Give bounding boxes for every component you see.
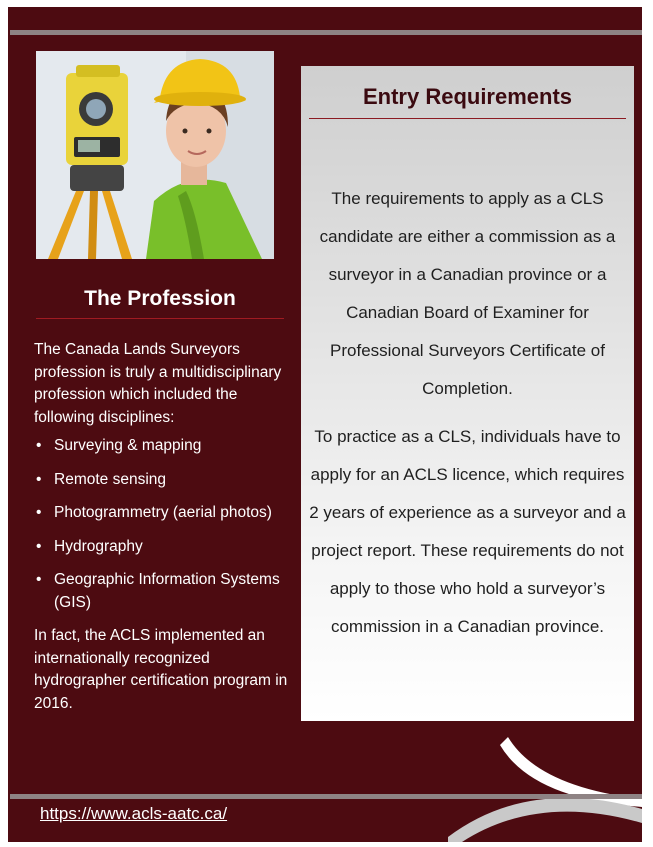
profession-body bbox=[34, 339, 288, 721]
list-item bbox=[34, 435, 288, 458]
discipline-label: Photogrammetry (aerial photos) bbox=[54, 504, 272, 521]
list-item bbox=[34, 502, 288, 525]
entry-body bbox=[309, 180, 626, 656]
entry-requirements-box bbox=[301, 66, 634, 721]
profession-closing: In fact, the ACLS implemented an internationally recognized hydrographer certification program in 2016. bbox=[34, 627, 288, 712]
discipline-label: Hydrography bbox=[54, 537, 143, 555]
bullet-icon: • bbox=[36, 571, 42, 588]
disciplines-list bbox=[34, 435, 288, 614]
bullet-icon: • bbox=[36, 470, 42, 488]
website-link[interactable]: https://www.acls-aatc.ca/ bbox=[40, 804, 228, 823]
profession-intro: The Canada Lands Surveyors profession is truly a multidisciplinary profession which included the following disciplines: bbox=[34, 341, 282, 426]
discipline-label: Surveying & mapping bbox=[54, 437, 202, 454]
entry-divider bbox=[309, 118, 626, 119]
decorative-swoosh bbox=[448, 737, 642, 842]
bullet-icon: • bbox=[36, 437, 42, 454]
surveyor-illustration bbox=[36, 51, 274, 259]
brochure-page bbox=[8, 7, 642, 842]
entry-paragraph-1: The requirements to apply as a CLS candidate are either a commission as a surveyor in a Canadian province or a Canadian Board of Examiner for Professional Surveyors Certificate of Completion. bbox=[319, 189, 616, 398]
list-item bbox=[34, 569, 288, 614]
top-divider bbox=[10, 30, 642, 35]
entry-paragraph-2: To practice as a CLS, individuals have to apply for an ACLS licence, which requires 2 years of experience as a surveyor and a project report. These requirements do not apply to those who hold a surveyor’s commission in a Canadian province. bbox=[309, 427, 626, 636]
bullet-icon: • bbox=[36, 504, 42, 521]
surveyor-photo bbox=[36, 51, 274, 259]
discipline-label: Remote sensing bbox=[54, 470, 167, 488]
entry-requirements-title: Entry Requirements bbox=[362, 84, 573, 109]
bottom-divider bbox=[10, 794, 642, 799]
list-item bbox=[34, 536, 288, 559]
profession-title: The Profession bbox=[84, 287, 236, 310]
profession-divider bbox=[36, 318, 284, 319]
discipline-label: Geographic Information Systems (GIS) bbox=[54, 571, 280, 611]
list-item bbox=[34, 469, 288, 492]
bullet-icon: • bbox=[36, 537, 42, 555]
